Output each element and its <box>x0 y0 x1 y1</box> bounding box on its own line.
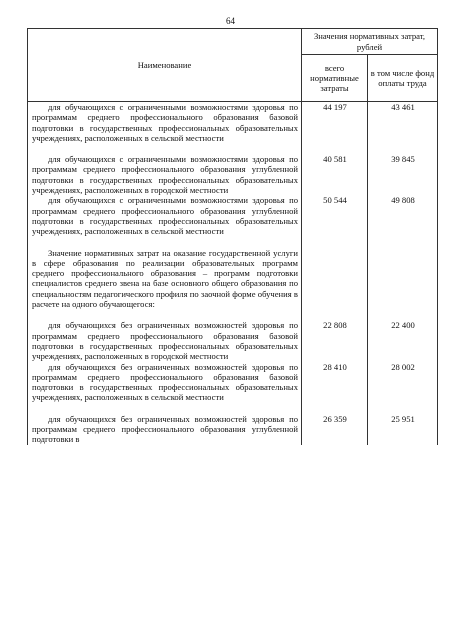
table-row <box>28 248 438 310</box>
header-name: Наименование <box>28 29 302 102</box>
row-total: 44 197 <box>302 102 368 144</box>
table-row <box>28 414 438 445</box>
row-salary: 22 400 <box>368 320 438 361</box>
normative-costs-table <box>27 28 438 445</box>
table-row <box>28 102 438 144</box>
row-name: для обучающихся с ограниченными возможностями здоровья по программам среднего профессионального образования углубленной подготовки в государственных профессиональных образовательных учреждениях, расположенных в сельской местности <box>28 195 302 236</box>
row-salary: 25 951 <box>368 414 438 445</box>
row-name: для обучающихся без ограниченных возможностей здоровья по программам среднего профессионального образования углубленной подготовки в <box>28 414 302 445</box>
row-name: для обучающихся без ограниченных возможностей здоровья по программам среднего профессионального образования базовой подготовки в государственных профессиональных образовательных учреждениях, расположенных в сельской местности <box>28 362 302 403</box>
header-total: всего нормативные затраты <box>302 55 368 102</box>
row-total: 50 544 <box>302 195 368 236</box>
page-number: 64 <box>226 16 235 26</box>
row-total: 40 581 <box>302 154 368 195</box>
row-salary: 49 808 <box>368 195 438 236</box>
row-total: 26 359 <box>302 414 368 445</box>
row-total: 28 410 <box>302 362 368 403</box>
row-spacer <box>28 237 438 248</box>
row-salary <box>368 248 438 310</box>
row-name: для обучающихся без ограниченных возможностей здоровья по программам среднего профессионального образования базовой подготовки в государственных профессиональных образовательных учреждениях, расположенных в городской местности <box>28 320 302 361</box>
row-spacer <box>28 403 438 414</box>
row-spacer <box>28 143 438 154</box>
table-row <box>28 362 438 403</box>
header-values-group: Значения нормативных затрат, рублей <box>302 29 438 55</box>
row-total: 22 808 <box>302 320 368 361</box>
table-row <box>28 195 438 236</box>
row-salary: 43 461 <box>368 102 438 144</box>
row-name: для обучающихся с ограниченными возможностями здоровья по программам среднего профессионального образования базовой подготовки в государственных профессиональных образовательных учреждениях, расположенных в сельской местности <box>28 102 302 144</box>
row-salary: 28 002 <box>368 362 438 403</box>
table-row <box>28 320 438 361</box>
header-salary: в том числе фонд оплаты труда <box>368 55 438 102</box>
row-name: Значение нормативных затрат на оказание государственной услуги в сфере образования по реализации образовательных программ среднего профессионального образования – программ подготовки специалистов среднего звена на базе основного общего образования по специальностям педагогического профиля по заочной форме обучения в расчете на одного обучающегося: <box>28 248 302 310</box>
row-total <box>302 248 368 310</box>
row-salary: 39 845 <box>368 154 438 195</box>
row-spacer <box>28 309 438 320</box>
table-row <box>28 154 438 195</box>
row-name: для обучающихся с ограниченными возможностями здоровья по программам среднего профессионального образования углубленной подготовки в государственных профессиональных образовательных учреждениях, расположенных в городской местности <box>28 154 302 195</box>
